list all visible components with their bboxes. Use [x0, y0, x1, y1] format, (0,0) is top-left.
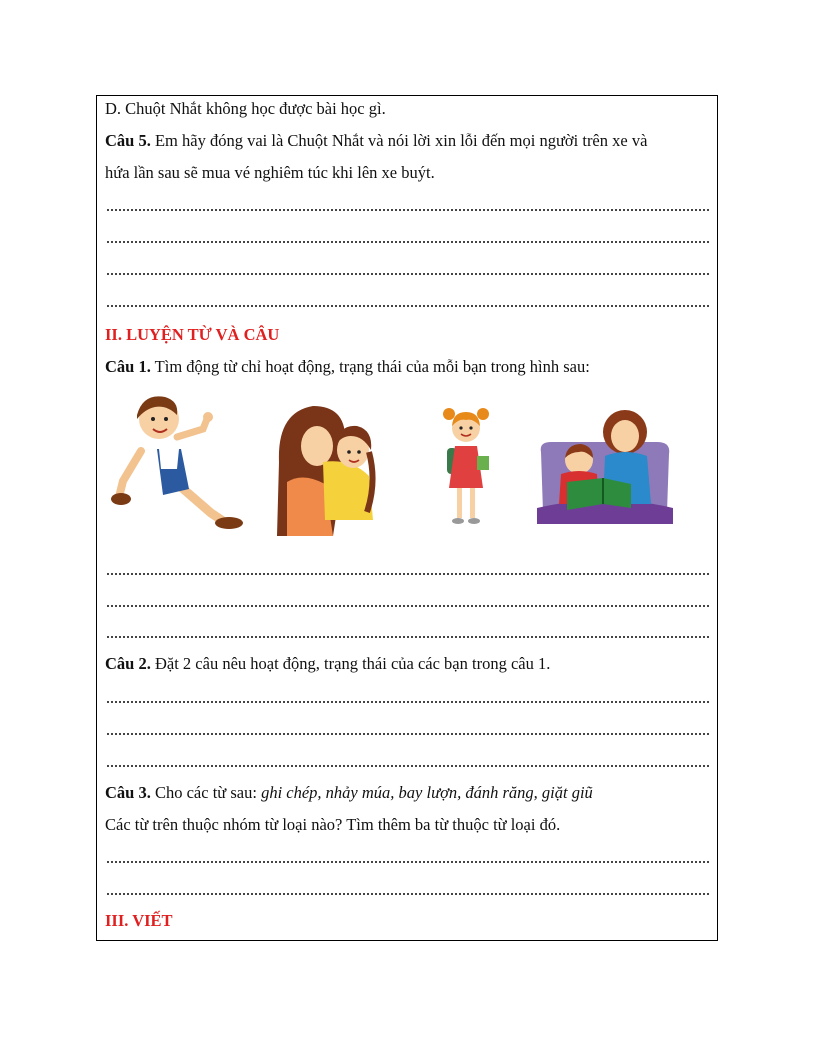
- answer-line[interactable]: [107, 303, 709, 307]
- question-5-text: Em hãy đóng vai là Chuột Nhắt và nói lời xin lỗi đến mọi người trên xe và: [150, 131, 648, 150]
- question-5-line-2: hứa lần sau sẽ mua vé nghiêm túc khi lên xe buýt.: [105, 163, 435, 182]
- mother-reading-book-image: [537, 408, 673, 524]
- answer-option-d: D. Chuột Nhắt không học được bài học gì.: [105, 99, 386, 118]
- section-2-question-2: [105, 654, 711, 674]
- answer-line[interactable]: [107, 699, 709, 703]
- answer-line[interactable]: [107, 571, 709, 575]
- running-boy-image: [111, 389, 247, 541]
- answer-line[interactable]: [107, 891, 709, 895]
- section-2-heading: II. LUYỆN TỪ VÀ CÂU: [105, 325, 280, 344]
- answer-line[interactable]: [107, 634, 709, 638]
- answer-line[interactable]: [107, 603, 709, 607]
- answer-line[interactable]: [107, 731, 709, 735]
- section-2-question-1: [105, 357, 711, 377]
- mother-hugging-girl-image: [273, 402, 377, 536]
- girl-with-backpack-image: [439, 404, 499, 528]
- question-2-text: Đặt 2 câu nêu hoạt động, trạng thái của các bạn trong câu 1.: [150, 654, 551, 673]
- question-5-line-1: [105, 131, 711, 151]
- answer-line[interactable]: [107, 763, 709, 767]
- question-3-line-2: Các từ trên thuộc nhóm từ loại nào? Tìm thêm ba từ thuộc từ loại đó.: [105, 815, 561, 834]
- question-3-label: Câu 3.: [105, 783, 151, 802]
- answer-line[interactable]: [107, 239, 709, 243]
- question-3-text: Cho các từ sau:: [150, 783, 262, 802]
- answer-line[interactable]: [107, 859, 709, 863]
- question-1-label: Câu 1.: [105, 357, 151, 376]
- question-3-words: ghi chép, nhảy múa, bay lượn, đánh răng, giặt giũ: [261, 783, 593, 802]
- question-2-label: Câu 2.: [105, 654, 151, 673]
- question-1-text: Tìm động từ chỉ hoạt động, trạng thái của mỗi bạn trong hình sau:: [150, 357, 590, 376]
- worksheet-frame: [96, 95, 718, 941]
- question-5-label: Câu 5.: [105, 131, 151, 150]
- answer-line[interactable]: [107, 271, 709, 275]
- answer-line[interactable]: [107, 207, 709, 211]
- section-2-question-3: [105, 783, 711, 803]
- section-3-heading: III. VIẾT: [105, 911, 173, 930]
